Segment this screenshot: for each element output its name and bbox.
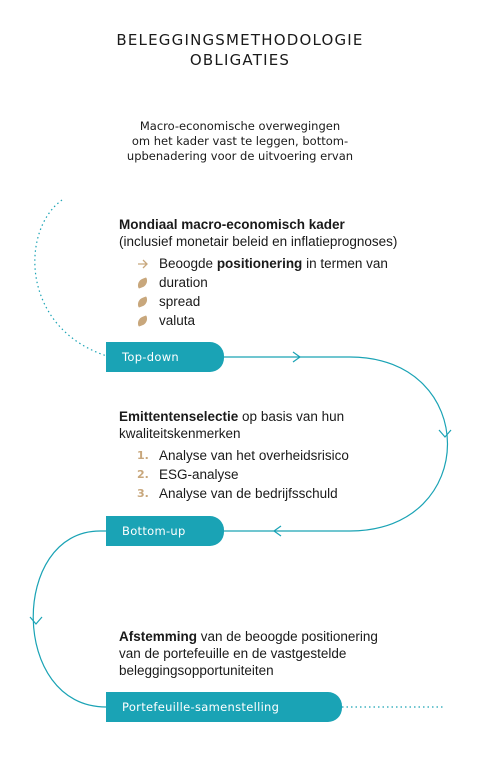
section-macro-subheading: (inclusief monetair beleid en inflatieprognoses): [119, 234, 398, 249]
dotted-arc-top: [35, 200, 110, 357]
intro-line-3: upbenadering voor de uitvoering ervan: [126, 149, 354, 163]
list-item: [119, 446, 449, 465]
section-issuer-heading: [119, 408, 449, 425]
item-label: spread: [159, 294, 201, 309]
item-label: duration: [159, 275, 208, 290]
list-item: [119, 254, 449, 273]
bottom-up-pill: Bottom-up: [106, 516, 224, 546]
list-item: [119, 465, 449, 484]
section-alignment: [119, 628, 449, 679]
title-line-2: OBLIGATIES: [189, 51, 291, 69]
lead-bold: positionering: [216, 256, 303, 271]
list-item: [119, 273, 449, 292]
section-macro: [119, 216, 449, 330]
list-item: [119, 484, 449, 503]
item-label: Analyse van de bedrijfsschuld: [159, 486, 338, 501]
leaf-icon: [119, 273, 159, 292]
issuer-heading-bold: Emittentenselectie: [119, 409, 239, 424]
leaf-icon: [119, 311, 159, 330]
item-number: 2.: [137, 468, 149, 481]
section-issuer-list: [119, 446, 449, 503]
list-item: [119, 311, 449, 330]
alignment-heading-bold: Afstemming: [119, 629, 198, 644]
lead-post: in termen van: [302, 256, 388, 271]
chevron-down-icon: [30, 617, 42, 624]
top-down-pill: Top-down: [106, 342, 224, 372]
item-number: 3.: [137, 487, 149, 500]
section-alignment-line-2: van de portefeuille en de vastgestelde: [119, 646, 347, 661]
issuer-heading-rest: op basis van hun: [238, 409, 345, 424]
portfolio-pill: Portefeuille-samenstelling: [106, 692, 342, 722]
loop-left: [33, 531, 106, 707]
section-issuer: [119, 408, 449, 503]
alignment-heading-rest: van de beoogde positionering: [197, 629, 378, 644]
item-label: Analyse van het overheidsrisico: [159, 448, 349, 463]
intro-line-1: Macro-economische overwegingen: [139, 119, 341, 133]
section-macro-list: [119, 254, 449, 330]
section-macro-heading: Mondiaal macro-economisch kader: [119, 217, 345, 232]
intro-line-2: om het kader vast te leggen, bottom-: [131, 134, 349, 148]
item-label: ESG-analyse: [159, 467, 239, 482]
section-alignment-line-3: beleggingsopportuniteiten: [119, 663, 274, 678]
section-issuer-heading-2: kwaliteitskenmerken: [119, 426, 241, 441]
item-number: 1.: [137, 449, 149, 462]
arrow-right-icon: [119, 254, 159, 273]
title-line-1: BELEGGINGSMETHODOLOGIE: [116, 31, 364, 49]
lead-text: [159, 255, 388, 272]
lead-pre: Beoogde: [159, 256, 217, 271]
list-item: [119, 292, 449, 311]
item-label: valuta: [159, 313, 196, 328]
section-alignment-heading: [119, 628, 449, 645]
leaf-icon: [119, 292, 159, 311]
